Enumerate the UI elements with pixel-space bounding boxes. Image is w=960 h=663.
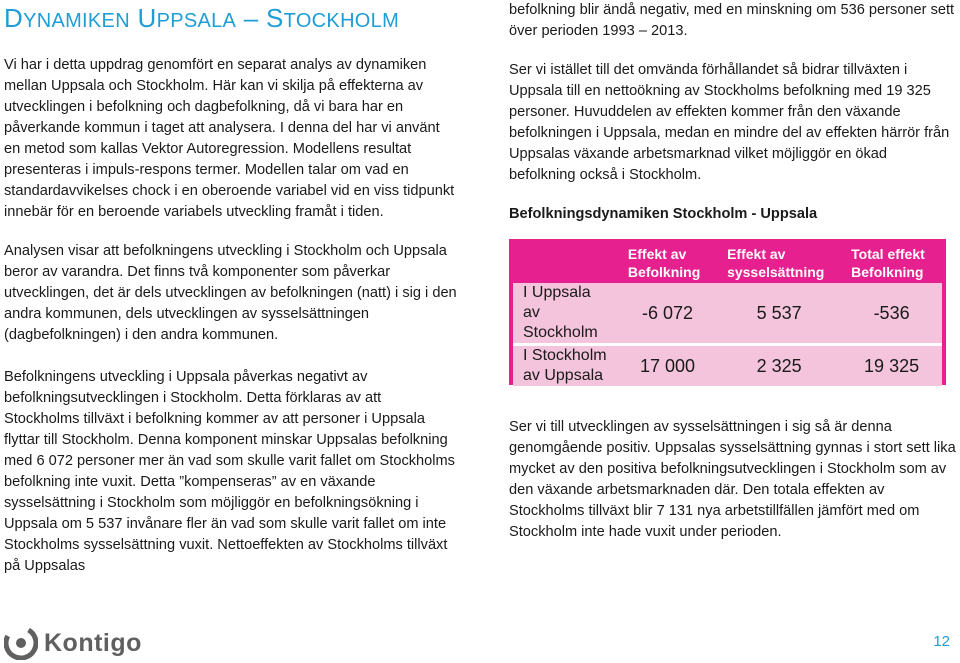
header-total-effect: Total effekt Befolkning [841,243,942,283]
right-column-lower [509,417,957,543]
right-paragraph-2: Ser vi istället till det omvända förhållandet så bidrar tillväxten i Uppsala till en nettoökning av Stockholms befolkning med 19 325 personer. Huvuddelen av effekten kommer från den växande befolkningen i Uppsala, medan en mindre del av effekten härrör från Uppsalas växande arbetsmarknad vilket möjliggör en ökad befolkning också i Stockholm. [509,62,950,183]
title-dash: – [243,3,259,33]
dynamics-table-container [509,239,946,385]
table-heading: Befolkningsdynamiken Stockholm - Uppsala [509,206,818,222]
title-cap-3: S [266,3,284,33]
title-rest-2: PPSALA [156,10,237,32]
title-rest-3: TOCKHOLM [283,10,400,32]
header-effect-population: Effekt av Befolkning [618,243,717,283]
left-paragraph-2: Analysen visar att befolkningens utveckling i Stockholm och Uppsala beror av varandra. Det finns två komponenter som påverkar utvecklingen, det är dels utvecklingen av befolkningen (natt) i sig i den andra kommunen, dels utvecklingen av sysselsättningen (dagbefolkningen) i den andra kommunen. [4,243,457,343]
row-label-uppsala: I Uppsala av Stockholm [513,283,618,345]
page-title [4,4,399,35]
cell-value: 17 000 [618,345,717,387]
title-rest-1: YNAMIKEN [23,10,130,32]
title-cap-1: D [4,3,24,33]
cell-value: 19 325 [841,345,942,387]
kontigo-logo [4,626,142,660]
cell-value: -536 [841,283,942,345]
page-number: 12 [933,633,950,650]
table-corner-cell [513,243,618,283]
table-row [513,283,942,345]
left-paragraph-1: Vi har i detta uppdrag genomfört en separat analys av dynamiken mellan Uppsala och Stockholm. Här kan vi skilja på effekterna av utvecklingen i befolkning och dagbefolkning, då vi bara har en påverkande kommun i taget att analysera. I denna del har vi använt en metod som kallas Vektor Autoregression. Modellens resultat presenteras i impuls-respons termer. Modellen talar om vad en standardavvikelses chock i en oberoende variabel vid en viss tidpunkt innebär för en beroende variabels utveckling framåt i tiden. [4,57,455,220]
right-paragraph-3: Ser vi till utvecklingen av sysselsättningen i sig så är denna genomgående positiv. Uppsalas sysselsättning gynnas i stort sett lika mycket av den positiva befolkningsutvecklingen i Stockholm som av den växande arbetsmarknaden där. Den totala effekten av Stockholms tillväxt blir 7 131 nya arbetstillfällen jämfört med om Stockholm inte hade vuxit under perioden. [509,419,956,540]
cell-value: 5 537 [717,283,841,345]
cell-value: -6 072 [618,283,717,345]
right-paragraph-1: befolkning blir ändå negativ, med en minskning om 536 personer sett över perioden 1993 – 2013. [509,2,955,39]
left-paragraph-3: Befolkningens utveckling i Uppsala påverkas negativt av befolkningsutvecklingen i Stockholm. Detta förklaras av att Stockholms tillväxt i befolkning kommer av att personer i Uppsala flyttar till Stockholm. Denna komponent minskar Uppsalas befolkning med 6 072 personer mer än vad som skulle varit fallet om Stockholms befolkning inte vuxit. Detta ”kompenseras” av en växande sysselsättning i Stockholm som möjliggör en befolkningsökning i Uppsala om 5 537 invånare fler än vad som skulle varit fallet om inte Stockholms sysselsättning vuxit. Nettoeffekten av Stockholms tillväxt på Uppsalas [4,369,455,574]
table-header-row [513,243,942,283]
row-label-stockholm: I Stockholm av Uppsala [513,345,618,387]
left-column [4,55,459,577]
table-row [513,345,942,387]
logo-wordmark: Kontigo [44,628,142,657]
kontigo-logo-icon [4,626,38,660]
right-column [509,0,957,225]
title-cap-2: U [137,3,157,33]
dynamics-table [513,243,942,386]
cell-value: 2 325 [717,345,841,387]
header-effect-employment: Effekt av sysselsättning [717,243,841,283]
